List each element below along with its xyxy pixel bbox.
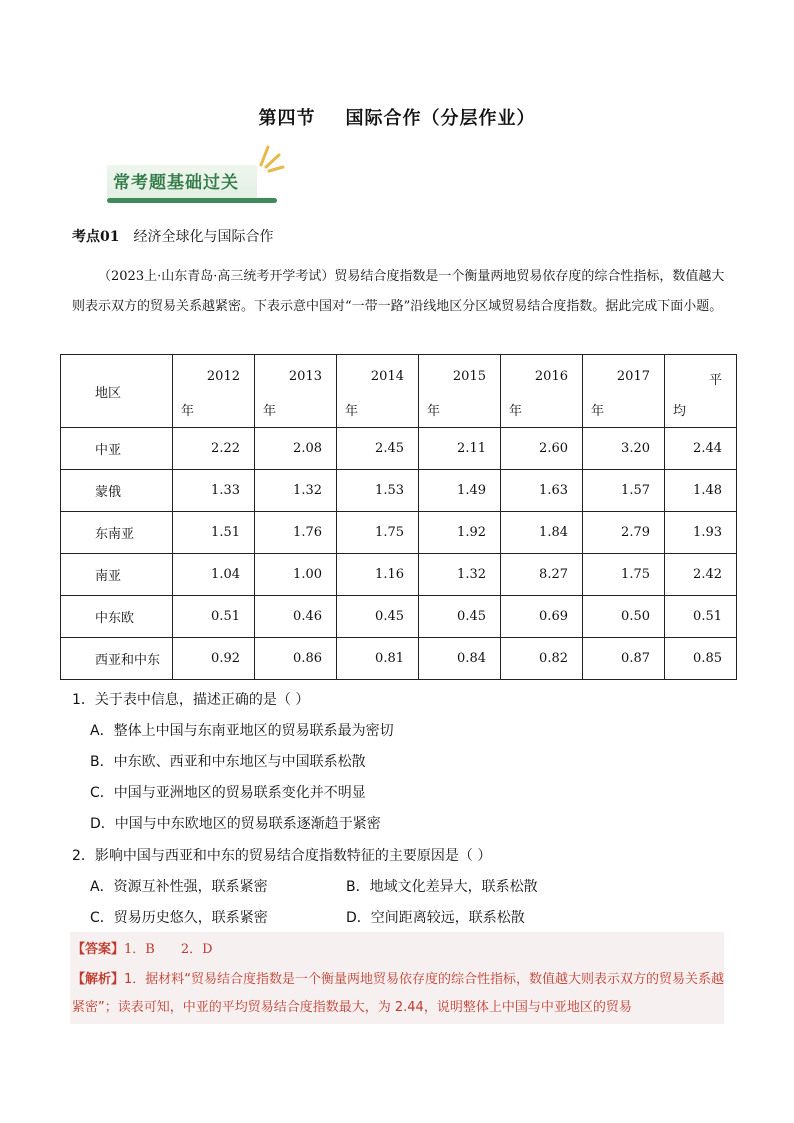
table-cell: 2.22 [173, 428, 255, 470]
table-cell: 0.81 [337, 638, 419, 680]
banner-text: 常考题基础过关 [113, 173, 239, 193]
section-number: 第四节 [258, 108, 316, 129]
page-title [0, 104, 794, 130]
table-cell: 1.16 [337, 554, 419, 596]
q1-option-b[interactable]: B．中东欧、西亚和中东地区与中国联系松散 [90, 754, 366, 770]
table-cell: 中亚 [61, 428, 173, 470]
question-1-stem: 1．关于表中信息，描述正确的是（ ） [72, 692, 310, 708]
table-row [61, 596, 737, 638]
topic-heading [72, 226, 273, 246]
analysis-paragraph [72, 966, 726, 1022]
table-cell: 3.20 [583, 428, 665, 470]
table-cell: 2016 [534, 369, 568, 384]
table-cell: 0.84 [419, 638, 501, 680]
table-cell: 1.48 [665, 470, 737, 512]
table-row [61, 512, 737, 554]
table-cell: 0.45 [337, 596, 419, 638]
trade-index-table [60, 354, 737, 680]
section-banner [85, 143, 285, 207]
q2-option-a[interactable]: A．资源互补性强，联系紧密 [90, 879, 268, 895]
table-cell: 1.32 [419, 554, 501, 596]
header-year [337, 355, 419, 428]
table-cell: 0.82 [501, 638, 583, 680]
table-cell: 1.93 [665, 512, 737, 554]
table-cell: 东南亚 [61, 512, 173, 554]
table-cell: 1.75 [583, 554, 665, 596]
table-cell: 0.51 [173, 596, 255, 638]
answer-text: 1．B 2．D [124, 942, 213, 957]
header-year [173, 355, 255, 428]
table-cell: 南亚 [61, 554, 173, 596]
q2-option-c[interactable]: C．贸易历史悠久，联系紧密 [90, 910, 268, 926]
table-cell: 年 [345, 404, 359, 419]
answer-line [72, 938, 213, 957]
header-year [419, 355, 501, 428]
table-cell: 0.50 [583, 596, 665, 638]
table-cell: 西亚和中东 [61, 638, 173, 680]
header-region: 地区 [61, 355, 173, 428]
table-cell: 1.04 [173, 554, 255, 596]
intro-paragraph: （2023上·山东青岛·高三统考开学考试）贸易结合度指数是一个衡量两地贸易依存度的综合性指标，数值越大则表示双方的贸易关系越紧密。下表示意中国对“一带一路”沿线地区分区域贸易结合度指数。据此完成下面小题。 [72, 269, 725, 314]
topic-label: 考点01 [72, 229, 120, 245]
table-cell: 1.63 [501, 470, 583, 512]
table-cell: 1.51 [173, 512, 255, 554]
table-cell: 均 [673, 404, 687, 419]
table-cell: 1.00 [255, 554, 337, 596]
table-row [61, 638, 737, 680]
table-cell: 蒙俄 [61, 470, 173, 512]
q1-option-c[interactable]: C．中国与亚洲地区的贸易联系变化并不明显 [90, 785, 366, 801]
table-cell: 2.11 [419, 428, 501, 470]
table-cell: 2.45 [337, 428, 419, 470]
table-cell: 0.69 [501, 596, 583, 638]
table-cell: 1.49 [419, 470, 501, 512]
table-cell: 2012 [206, 369, 240, 384]
table-cell: 0.86 [255, 638, 337, 680]
table-cell: 1.33 [173, 470, 255, 512]
header-year [255, 355, 337, 428]
table-cell: 0.92 [173, 638, 255, 680]
table-header-row [61, 355, 737, 428]
analysis-label: 【解析】 [72, 972, 125, 987]
table-cell: 0.45 [419, 596, 501, 638]
topic-text: 经济全球化与国际合作 [133, 229, 274, 245]
table-cell: 8.27 [501, 554, 583, 596]
table-cell: 0.87 [583, 638, 665, 680]
table-cell: 年 [427, 404, 441, 419]
analysis-text: 1．据材料“贸易结合度指数是一个衡量两地贸易依存度的综合性指标，数值越大则表示双方的贸易关系越紧密”；读表可知，中亚的平均贸易结合度指数最大，为 2.44，说明整体上中国与中亚地区的贸易 [72, 972, 725, 1015]
header-year [501, 355, 583, 428]
table-cell: 年 [509, 404, 523, 419]
question-2-stem: 2．影响中国与西亚和中东的贸易结合度指数特征的主要原因是（ ） [72, 848, 492, 864]
table-row [61, 428, 737, 470]
table-cell: 2.44 [665, 428, 737, 470]
table-cell: 年 [181, 404, 195, 419]
sparkle-icon [255, 143, 285, 173]
table-cell: 中东欧 [61, 596, 173, 638]
table-cell: 0.46 [255, 596, 337, 638]
table-cell: 2017 [616, 369, 650, 384]
header-average [665, 355, 737, 428]
table-cell: 2.79 [583, 512, 665, 554]
table-cell: 2014 [370, 369, 404, 384]
table-cell: 2.60 [501, 428, 583, 470]
table-cell: 0.85 [665, 638, 737, 680]
table-cell: 0.51 [665, 596, 737, 638]
table-cell: 平 [708, 373, 722, 388]
answer-label: 【答案】 [72, 942, 125, 957]
table-row [61, 470, 737, 512]
table-row [61, 554, 737, 596]
table-cell: 年 [263, 404, 277, 419]
table-cell: 2.08 [255, 428, 337, 470]
table-cell: 2.42 [665, 554, 737, 596]
q1-option-a[interactable]: A．整体上中国与东南亚地区的贸易联系最为密切 [90, 723, 394, 739]
section-title: 国际合作（分层作业） [345, 108, 536, 129]
table-cell: 1.84 [501, 512, 583, 554]
table-cell: 1.53 [337, 470, 419, 512]
table-cell: 1.75 [337, 512, 419, 554]
table-cell: 1.76 [255, 512, 337, 554]
q2-option-b[interactable]: B．地域文化差异大，联系松散 [346, 879, 538, 895]
table-cell: 年 [591, 404, 605, 419]
q1-option-d[interactable]: D．中国与中东欧地区的贸易联系逐渐趋于紧密 [90, 816, 381, 832]
table-cell: 2015 [452, 369, 486, 384]
table-cell: 2013 [288, 369, 322, 384]
q2-option-d[interactable]: D．空间距离较远，联系松散 [346, 910, 525, 926]
table-cell: 1.32 [255, 470, 337, 512]
table-cell: 1.57 [583, 470, 665, 512]
header-year [583, 355, 665, 428]
table-cell: 1.92 [419, 512, 501, 554]
